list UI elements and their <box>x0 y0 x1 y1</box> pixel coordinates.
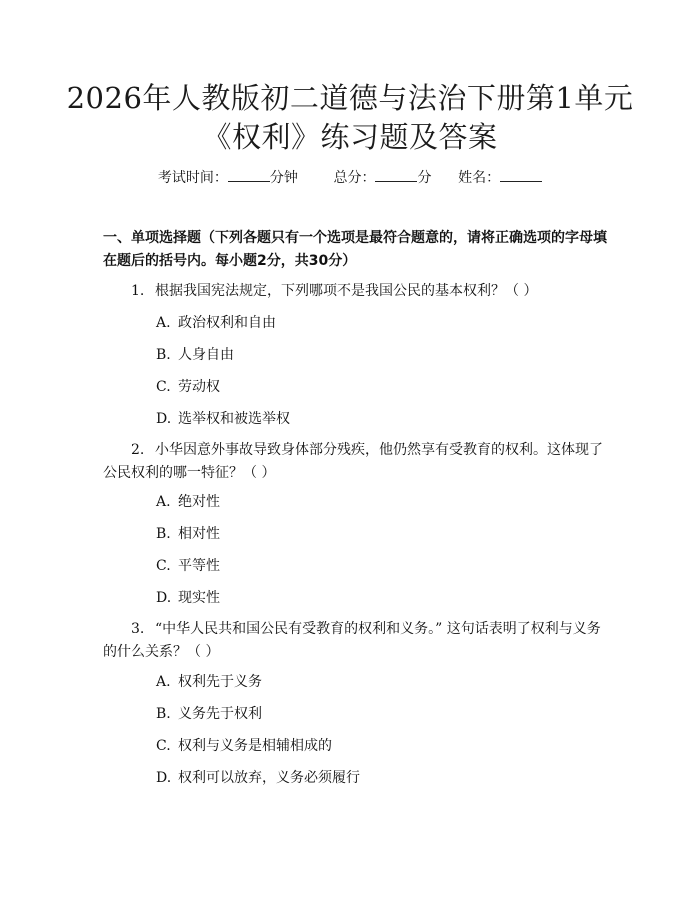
question-3-option-a <box>156 672 262 692</box>
option-text: 选举权和被选举权 <box>178 411 290 427</box>
option-letter: D. <box>156 590 172 606</box>
name-label: 姓名： <box>458 170 501 186</box>
option-letter: A. <box>156 494 171 510</box>
question-2-option-a <box>156 492 220 512</box>
question-3-option-d <box>156 768 360 788</box>
question-number: 1. <box>131 283 145 299</box>
question-number: 2. <box>131 442 145 458</box>
exam-meta-line <box>0 168 700 188</box>
option-letter: C. <box>156 379 171 395</box>
option-letter: B. <box>156 347 171 363</box>
option-letter: B. <box>156 526 171 542</box>
score-unit: 分 <box>417 170 432 186</box>
option-letter: D. <box>156 770 172 786</box>
option-text: 人身自由 <box>178 347 234 363</box>
score-blank <box>375 168 417 182</box>
question-2-option-b <box>156 524 220 544</box>
question-text: “中华人民共和国公民有受教育的权利和义务。” 这句话表明了权利与义务的什么关系？（ ） <box>103 621 601 660</box>
document-title-line-2: 《权利》练习题及答案 <box>202 120 498 154</box>
question-3-option-b <box>156 704 262 724</box>
section-heading: 一、单项选择题（下列各题只有一个选项是最符合题意的，请将正确选项的字母填在题后的括号内。每小题2分，共30分） <box>103 230 607 269</box>
question-1-option-c <box>156 377 220 397</box>
question-3-option-c <box>156 736 332 756</box>
option-text: 现实性 <box>178 590 220 606</box>
question-3 <box>103 618 608 664</box>
option-text: 平等性 <box>178 558 220 574</box>
option-text: 义务先于权利 <box>178 706 262 722</box>
time-label: 考试时间： <box>157 170 228 186</box>
option-text: 政治权利和自由 <box>178 315 276 331</box>
time-unit: 分钟 <box>269 170 298 186</box>
question-1-option-d <box>156 409 290 429</box>
question-2-option-c <box>156 556 220 576</box>
option-letter: A. <box>156 315 171 331</box>
option-letter: B. <box>156 706 171 722</box>
option-text: 权利可以放弃，义务必须履行 <box>178 770 360 786</box>
question-text: 根据我国宪法规定，下列哪项不是我国公民的基本权利？（ ） <box>155 283 538 299</box>
time-blank <box>228 168 270 182</box>
option-text: 绝对性 <box>178 494 220 510</box>
option-text: 相对性 <box>178 526 220 542</box>
option-letter: D. <box>156 411 172 427</box>
option-text: 权利先于义务 <box>178 674 262 690</box>
name-blank <box>500 168 542 182</box>
question-2-option-d <box>156 588 220 608</box>
option-letter: C. <box>156 738 171 754</box>
question-text: 小华因意外事故导致身体部分残疾，他仍然享有受教育的权利。这体现了公民权利的哪一特征？（ ） <box>103 442 603 481</box>
question-1-option-b <box>156 345 234 365</box>
question-2 <box>103 439 608 485</box>
question-number: 3. <box>131 621 145 637</box>
question-1-option-a <box>156 313 276 333</box>
option-letter: C. <box>156 558 171 574</box>
score-label: 总分： <box>333 170 376 186</box>
option-text: 劳动权 <box>178 379 220 395</box>
option-text: 权利与义务是相辅相成的 <box>178 738 332 754</box>
document-title-line-1: 2026年人教版初二道德与法治下册第1单元 <box>66 81 634 115</box>
question-1 <box>103 280 608 303</box>
option-letter: A. <box>156 674 171 690</box>
